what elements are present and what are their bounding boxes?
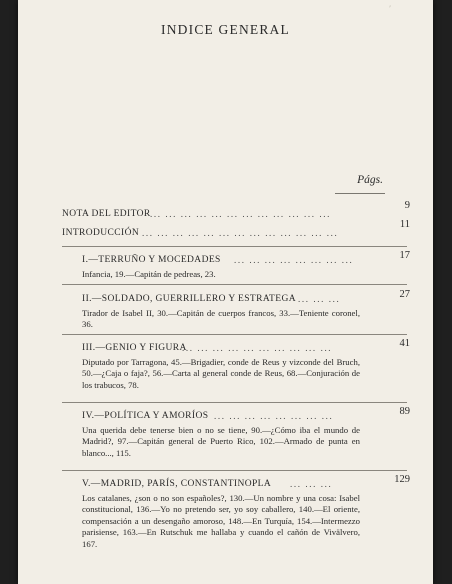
toc-entry-chapter-1[interactable] bbox=[62, 250, 410, 280]
dot-leader: ... ... ... bbox=[290, 479, 333, 489]
pages-column-label: Págs. bbox=[357, 174, 383, 186]
dot-leader: ... ... ... bbox=[298, 294, 341, 304]
toc-entry-introduccion[interactable] bbox=[62, 219, 410, 241]
toc-entry-chapter-2[interactable] bbox=[62, 289, 410, 331]
toc-entry-description: Una querida debe tenerse bien o no se tiene, 90.—¿Cómo iba el mundo de Madrid?, 97.—Capitán general de Puerto Rico, 102.—Armado de punta en blanco..., 115. bbox=[82, 425, 360, 458]
toc-entry-description: Tirador de Isabel II, 30.—Capitán de cuerpos francos, 33.—Teniente coronel, 36. bbox=[82, 308, 360, 330]
section-divider bbox=[62, 334, 407, 335]
toc-entry-label: INTRODUCCIÓN bbox=[62, 228, 140, 238]
toc-entry-label: V.—MADRID, PARÍS, CONSTANTINOPLA bbox=[82, 479, 272, 489]
dot-leader: ... ... ... ... ... ... ... ... ... ... ... ... bbox=[150, 209, 331, 219]
section-divider bbox=[62, 246, 407, 247]
toc-entry-description: Los catalanes, ¿son o no son españoles?, 130.—Un nombre y una cosa: Isabel constitucional, 136.—Yo no pretendo ser, yo soy caballero, 140.—El oriente, compensación a un desengaño amoroso, 148.—En Turquía, 154.—Intermezzo parisiense, 163.—En Rutschuk me hallaba y cuando el cañón de Vivälvero, 167. bbox=[82, 493, 360, 549]
dot-leader: ... ... ... ... ... ... ... ... ... ... bbox=[182, 343, 333, 353]
toc-entry-page: 11 bbox=[399, 219, 410, 230]
section-divider bbox=[62, 470, 407, 471]
toc-entry-chapter-5[interactable] bbox=[62, 474, 410, 550]
toc-entry-label: NOTA DEL EDITOR bbox=[62, 209, 151, 219]
toc-entry-chapter-3[interactable] bbox=[62, 338, 410, 391]
pages-underline bbox=[335, 193, 385, 194]
corner-mark: ʹ bbox=[389, 4, 391, 13]
dot-leader: ... ... ... ... ... ... ... ... ... ... ... ... ... bbox=[142, 228, 339, 238]
toc-entry-page: 9 bbox=[404, 200, 410, 211]
dot-leader: ... ... ... ... ... ... ... ... bbox=[214, 411, 334, 421]
toc-entry-label: I.—TERRUÑO Y MOCEDADES bbox=[82, 255, 221, 265]
dot-leader: ... ... ... ... ... ... ... ... bbox=[234, 255, 354, 265]
toc-entry-description: Infancia, 19.—Capitán de pedreas, 23. bbox=[82, 269, 216, 279]
toc-entry-nota[interactable] bbox=[62, 200, 410, 222]
section-divider bbox=[62, 284, 407, 285]
toc-entry-page: 17 bbox=[399, 250, 410, 261]
toc-entry-label: III.—GENIO Y FIGURA bbox=[82, 343, 187, 353]
section-divider bbox=[62, 402, 407, 403]
toc-entry-page: 89 bbox=[399, 406, 410, 417]
toc-entry-page: 129 bbox=[394, 474, 410, 485]
toc-entry-chapter-4[interactable] bbox=[62, 406, 410, 459]
toc-entry-page: 41 bbox=[399, 338, 410, 349]
book-page bbox=[18, 0, 433, 584]
toc-entry-label: IV.—POLÍTICA Y AMORÍOS bbox=[82, 411, 209, 421]
toc-entry-description: Diputado por Tarragona, 45.—Brigadier, conde de Reus y vizconde del Bruch, 50.—¿Caja o faja?, 56.—Carta al general conde de Reus, 68.—Conjuración de los trabucos, 78. bbox=[82, 357, 360, 390]
page-title: INDICE GENERAL bbox=[161, 22, 290, 37]
toc-entry-label: II.—SOLDADO, GUERRILLERO Y ESTRATEGA bbox=[82, 294, 296, 304]
toc-entry-page: 27 bbox=[399, 289, 410, 300]
